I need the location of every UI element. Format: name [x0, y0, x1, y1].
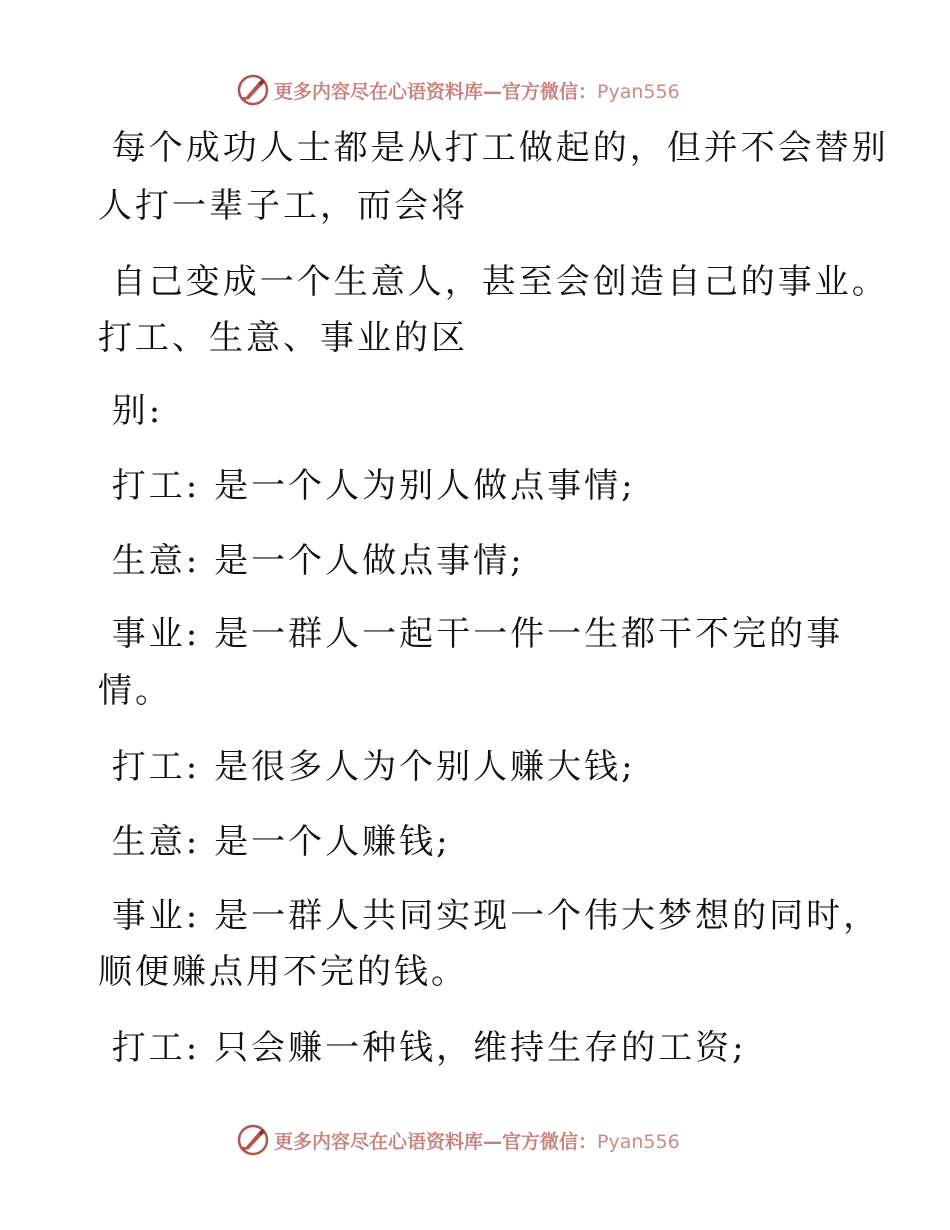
pen-logo-icon [236, 1123, 270, 1157]
text-line: 顺便赚点用不完的钱。 [98, 952, 468, 992]
text-line: 生意: 是一个人赚钱; [98, 822, 451, 862]
banner-handle: Pyan556 [597, 80, 680, 103]
banner-text: 更多内容尽在心语资料库—官方微信： [274, 1130, 598, 1153]
banner-text: 更多内容尽在心语资料库—官方微信： [274, 80, 598, 103]
text-line: 打工: 是很多人为个别人赚大钱; [98, 747, 636, 787]
text-line: 事业: 是一群人共同实现一个伟大梦想的同时， [98, 896, 881, 936]
text-line: 自己变成一个生意人，甚至会创造自己的事业。 [98, 262, 889, 302]
header-banner [236, 73, 680, 107]
text-line: 每个成功人士都是从打工做起的，但并不会替别 [98, 128, 889, 168]
banner-handle: Pyan556 [597, 1130, 680, 1153]
footer-banner [236, 1123, 680, 1157]
text-line: 打工: 只会赚一种钱，维持生存的工资; [98, 1028, 747, 1068]
text-line: 打工: 是一个人为别人做点事情; [98, 466, 636, 506]
text-line: 人打一辈子工，而会将 [98, 186, 468, 226]
text-line: 打工、生意、事业的区 [98, 318, 468, 358]
text-line: 别: [98, 391, 164, 431]
pen-logo-icon [236, 73, 270, 107]
text-line: 事业: 是一群人一起干一件一生都干不完的事 [98, 614, 844, 654]
text-line: 生意: 是一个人做点事情; [98, 541, 525, 581]
text-line: 情。 [98, 671, 172, 711]
